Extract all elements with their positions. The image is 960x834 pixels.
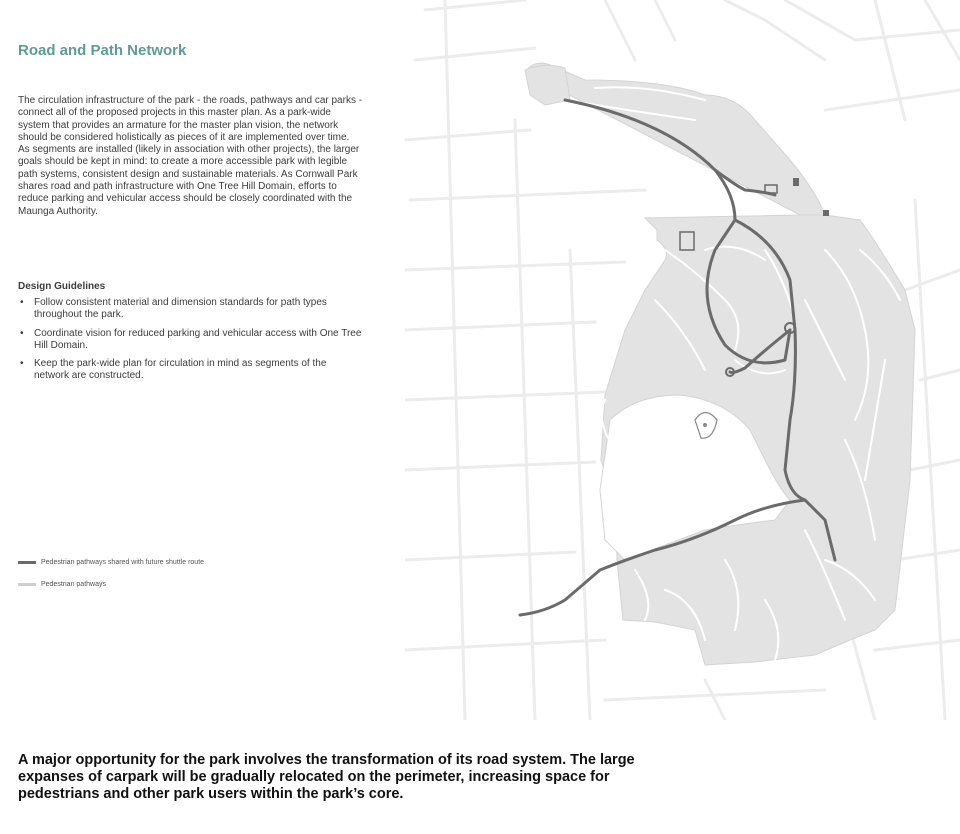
legend-swatch-dark <box>18 561 36 564</box>
street <box>725 0 825 60</box>
street <box>425 0 525 10</box>
summary-statement: A major opportunity for the park involves the transformation of its road system. The large expanses of carpark will be gradually relocated on the perimeter, increasing space for pedestrians and other park users within the park’s core. <box>18 752 635 803</box>
street <box>405 322 595 330</box>
legend-item-shared-route <box>18 556 204 568</box>
building-marker <box>793 178 799 186</box>
street <box>905 270 960 290</box>
street <box>445 0 465 720</box>
street <box>895 550 960 560</box>
bullet-icon: • <box>20 327 24 339</box>
street <box>605 0 635 60</box>
street <box>405 130 530 140</box>
building-marker <box>823 210 829 216</box>
bullet-icon: • <box>20 358 24 370</box>
street <box>655 0 675 40</box>
street <box>410 190 645 200</box>
street <box>405 462 595 470</box>
street <box>910 460 960 470</box>
guideline-text: Coordinate vision for reduced parking and vehicular access with One Tree Hill Domain. <box>34 327 362 351</box>
street <box>405 640 605 650</box>
guideline-item <box>18 328 363 353</box>
legend-item-pathways <box>18 578 204 590</box>
guidelines-heading: Design Guidelines <box>18 281 106 292</box>
guidelines-list <box>18 297 363 389</box>
guideline-item <box>18 297 363 322</box>
park-map <box>405 0 960 720</box>
guideline-item <box>18 358 363 383</box>
north-spur <box>525 65 570 105</box>
legend-swatch-light <box>18 583 36 586</box>
street <box>515 120 535 720</box>
street <box>415 48 535 60</box>
street <box>705 680 725 720</box>
bullet-icon: • <box>20 297 24 308</box>
street <box>875 640 960 650</box>
street <box>405 262 625 270</box>
legend-label: Pedestrian pathways shared with future shuttle route <box>41 558 205 566</box>
map-legend <box>18 556 204 600</box>
intro-paragraph: The circulation infrastructure of the park - the roads, pathways and car parks - connect all of the proposed projects in this master plan. As a park-wide system that provides an armature for the master plan vision, the network should be considered holistically as pieces of it are implemented over time. As segments are installed (likely in association with other projects), the larger goals should be kept in mind: to create a more accessible park with legible path systems, consistent design and sustainable materials. As Cornwall Park shares road and path infrastructure with One Tree Hill Domain, efforts to reduce parking and vehicular access should be closely coordinated with the Maunga Authority. <box>18 95 363 217</box>
legend-label: Pedestrian pathways <box>41 580 106 588</box>
street <box>570 250 590 720</box>
summit-point <box>703 423 707 427</box>
street <box>405 552 575 560</box>
street <box>825 90 960 110</box>
guideline-text: Keep the park-wide plan for circulation in mind as segments of the network are constructed. <box>34 358 327 382</box>
page-title: Road and Path Network <box>18 42 187 59</box>
guideline-text: Follow consistent material and dimension standards for path types throughout the park. <box>34 297 327 321</box>
street <box>785 0 960 40</box>
